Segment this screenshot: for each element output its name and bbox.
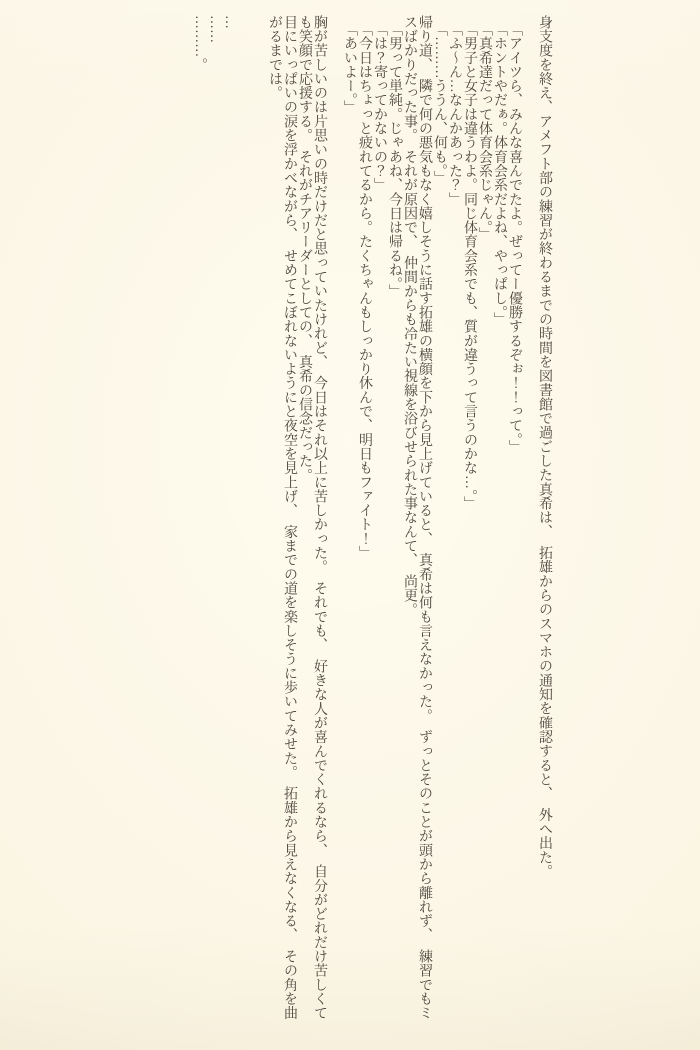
narrative-paragraph: 目にいっぱいの涙を浮かべながら、 せめてこぼれないようにと夜空を見上げ、 家までの道を楽しそうに歩いてみせた。 拓雄から見えなくなる、 その角を曲がるまでは。 (267, 15, 297, 1020)
dialogue-line: 「ふ～ん…なんかあった？」 (447, 15, 462, 207)
dialogue-line: 「今日はちょっと疲れてるから。たくちゃんもしっかり休んで、明日もファイト！」 (357, 15, 372, 560)
dialogue-line: 「は？寄ってかないの？」 (372, 15, 387, 192)
narrative-paragraph: 帰り道、 隣で何の悪気もなく嬉しそうに話す拓雄の横顔を下から見上げていると、 真希は何も言えなかった。 ずっとそのことが頭から離れず、 練習でもミスばかりだった事。 それが原因で、 仲間からも冷たい視線を浴びせられた事なんて、 尚更。 (402, 15, 432, 1020)
dialogue-line: 「アイツら、みんな喜んでたよ。ぜってー優勝するぞぉ！！って。」 (507, 15, 522, 454)
text-block (192, 15, 552, 1031)
dialogue-line: 「あいよー。」 (342, 15, 357, 115)
dialogue-line: 「男子と女子は違うわよ。同じ体育会系でも、質が違うって言うのかな…。」 (462, 15, 477, 511)
ellipsis-line: …… (207, 15, 222, 44)
narrative-paragraph: 胸が苦しいのは片思いの時だけだと思っていたけれど、 今日はそれ以上に苦しかった。 それでも、 好きな人が喜んでくれるなら、 自分がどれだけ苦しくても笑顔で応援する。 それがチアリーダーとしての、 真希の信念だった。 (297, 15, 327, 1020)
dialogue-line: 「ホントやだぁ。体育会系だよね、やっぱし。」 (492, 15, 507, 327)
dialogue-line: 「男って単純。じゃあね、今日は帰るね。」 (387, 15, 402, 299)
narrative-paragraph: 身支度を終え、アメフト部の練習が終わるまでの時間を図書館で過ごした真希は、 拓雄からのスマホの通知を確認すると、 外へ出た。 (537, 15, 552, 879)
dialogue-line: 「………ううん、何も。」 (432, 15, 447, 185)
ellipsis-line: ………。 (192, 15, 207, 72)
dialogue-line: 「真希達だって体育会系じゃん。」 (477, 15, 492, 242)
ellipsis-line: … (222, 15, 237, 30)
